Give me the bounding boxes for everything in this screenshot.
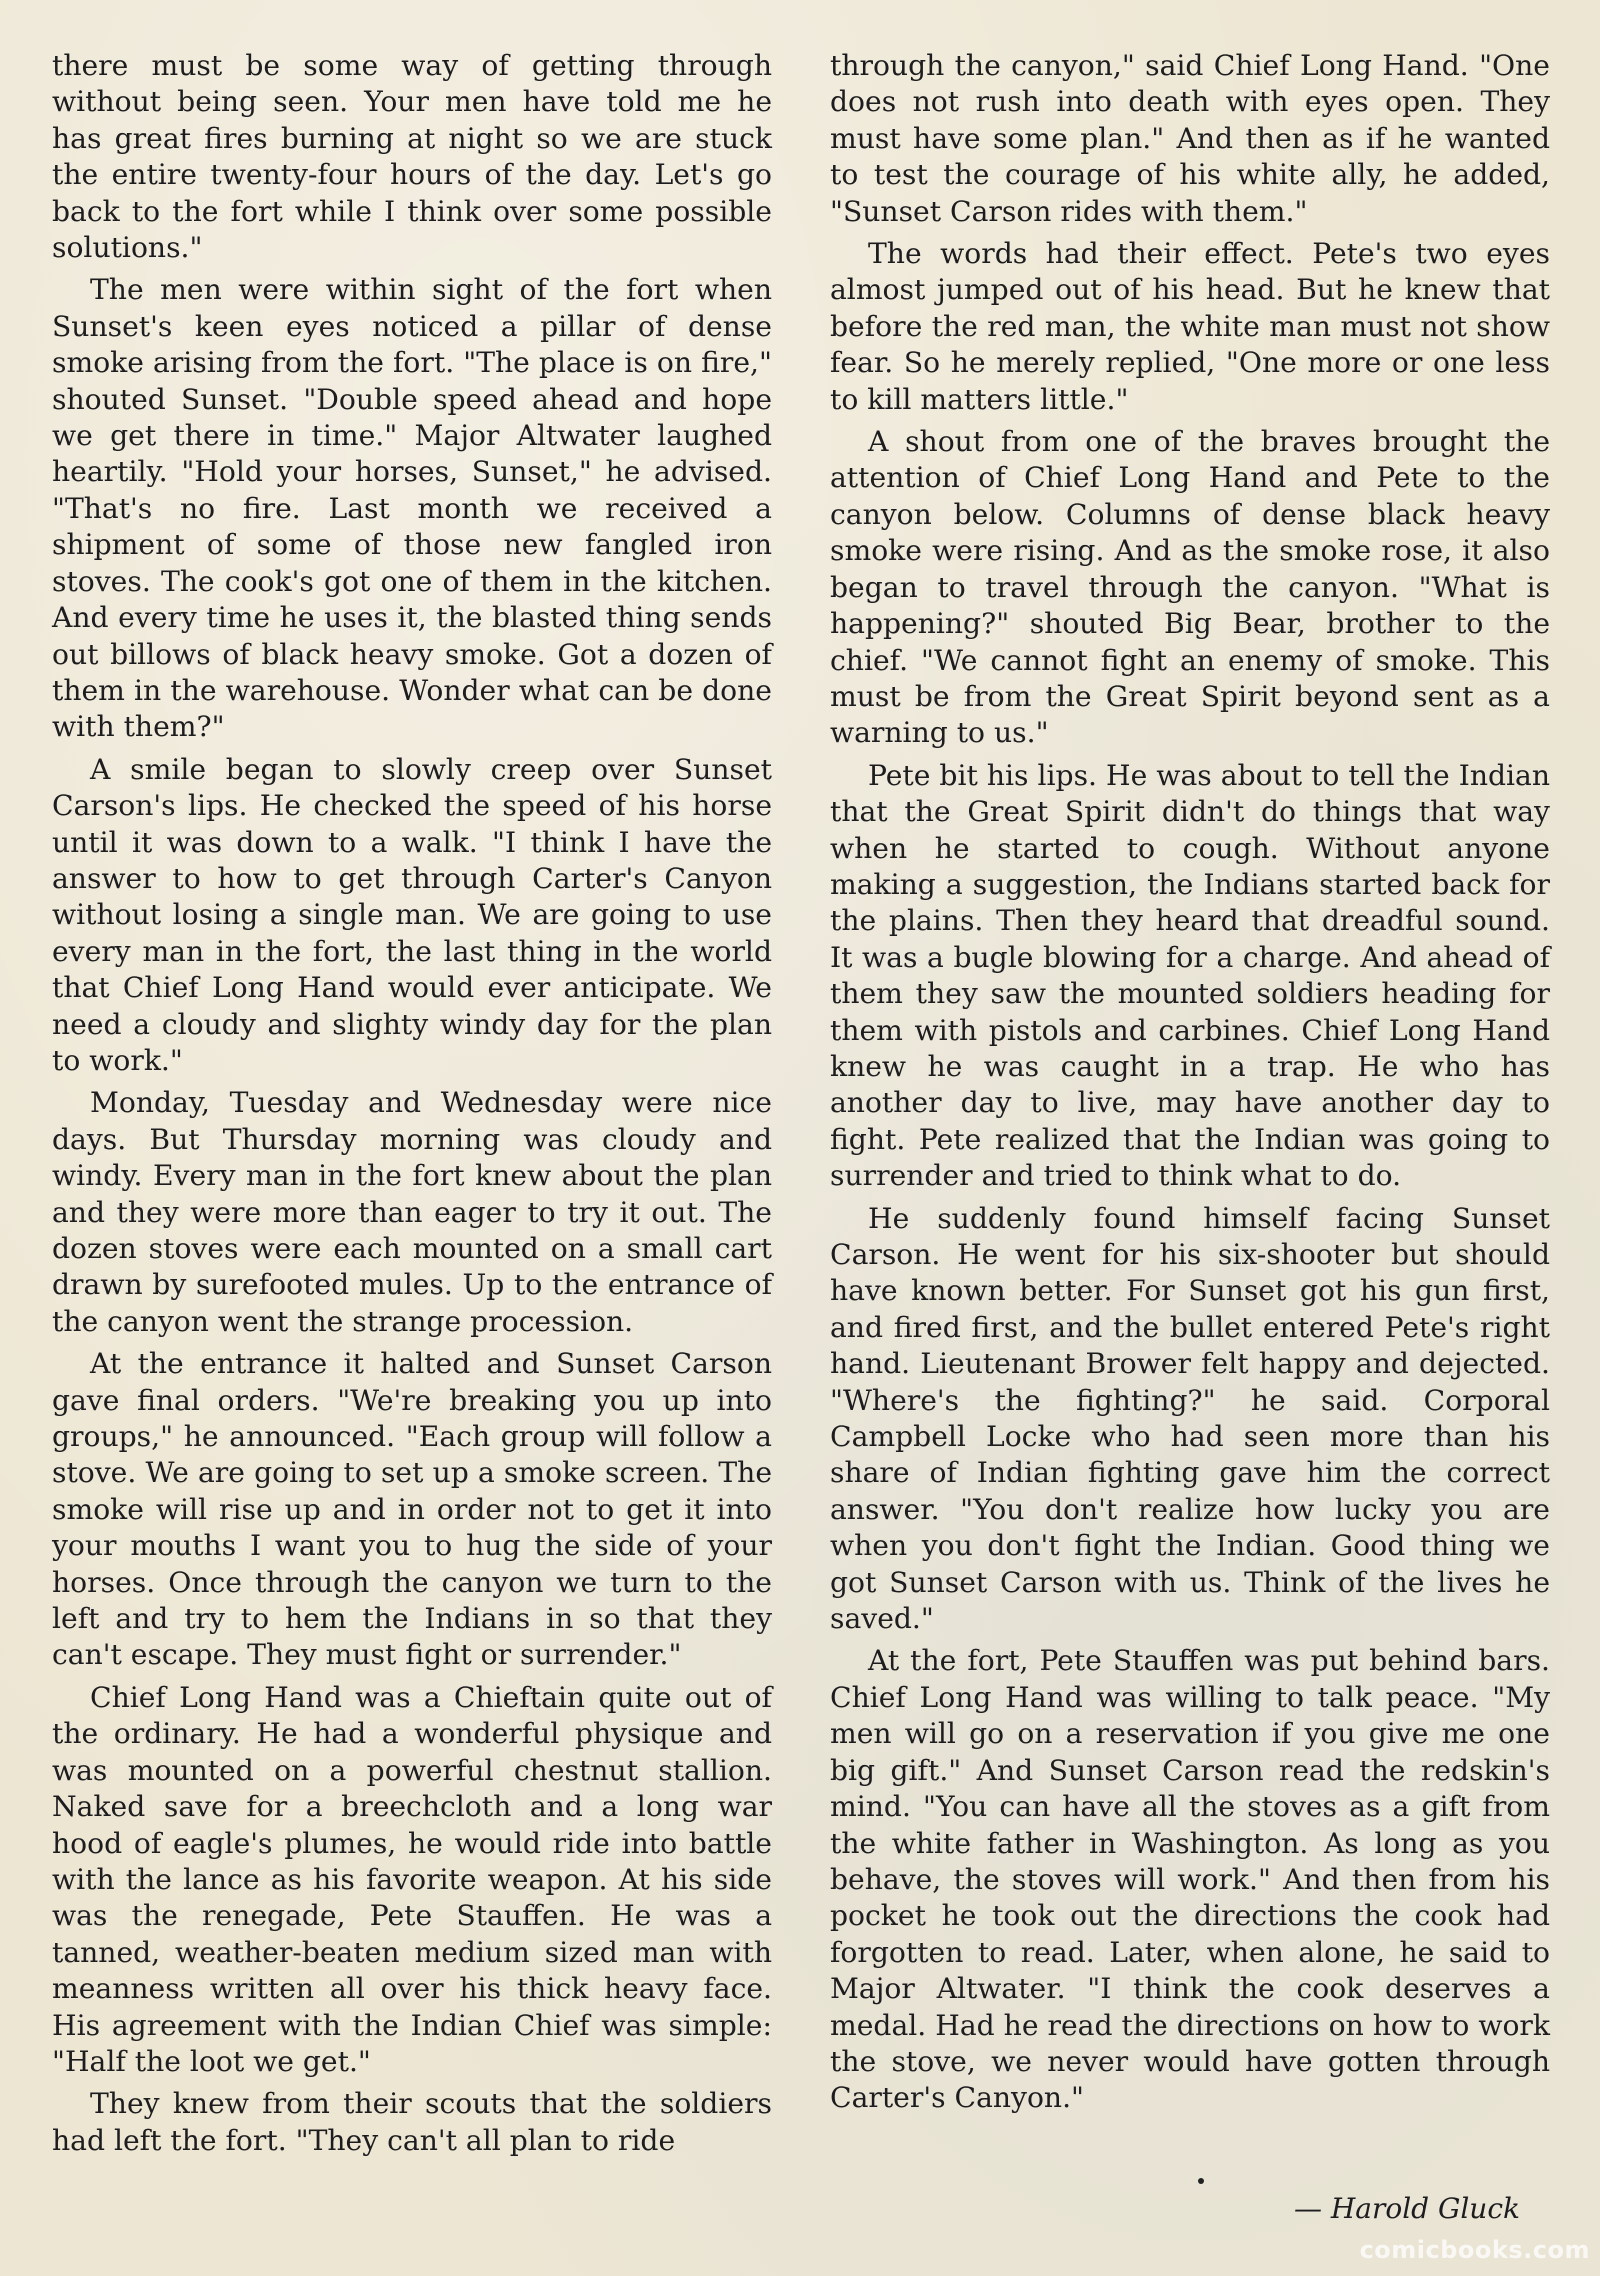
paragraph: Monday, Tuesday and Wednesday were nice days. But Thursday morning was cloudy and windy. Every man in the fort knew about the plan and they were more than eager to try it out. The dozen stoves were each mounted on a small cart drawn by surefooted mules. Up to the entrance of the canyon went the strange procession. xyxy=(52,1086,772,1338)
paragraph: At the fort, Pete Stauffen was put behind bars. Chief Long Hand was willing to talk peace. "My men will go on a reservation if you give me one big gift." And Sunset Carson read the redskin's mind. "You can have all the stoves as a gift from the white father in Washington. As long as you behave, the stoves will work." And then from his pocket he took out the directions the cook had forgotten to read. Later, when alone, he said to Major Altwater. "I think the cook deserves a medal. Had he read the directions on how to work the stove, we never would have gotten through Carter's Canyon." xyxy=(830,1644,1550,2115)
author-signature: — Harold Gluck xyxy=(1293,2192,1520,2225)
paragraph: At the entrance it halted and Sunset Carson gave final orders. "We're breaking you up into groups," he announced. "Each group will follow a stove. We are going to set up a smoke screen. The smoke will rise up and in order not to get it into your mouths I want you to hug the side of your horses. Once through the canyon we turn to the left and try to hem the Indians in so that they can't escape. They must fight or surrender." xyxy=(52,1347,772,1672)
watermark: comicbooks.com xyxy=(1359,2236,1590,2264)
paragraph: through the canyon," said Chief Long Hand. "One does not rush into death with eyes open. They must have some plan." And then as if he wanted to test the courage of his white ally, he added, "Sunset Carson rides with them." xyxy=(830,49,1550,228)
paragraph: The words had their effect. Pete's two eyes almost jumped out of his head. But he knew that before the red man, the white man must not show fear. So he merely replied, "One more or one less to kill matters little." xyxy=(830,237,1550,416)
end-bullet xyxy=(1198,2178,1204,2184)
paragraph: Pete bit his lips. He was about to tell the Indian that the Great Spirit didn't do things that way when he started to cough. Without anyone making a suggestion, the Indians started back for the plains. Then they heard that dreadful sound. It was a bugle blowing for a charge. And ahead of them they saw the mounted soldiers heading for them with pistols and carbines. Chief Long Hand knew he was caught in a trap. He who has another day to live, may have another day to fight. Pete realized that the Indian was going to surrender and tried to think what to do. xyxy=(830,758,1550,1193)
paragraph: there must be some way of getting through without being seen. Your men have told me he has great fires burning at night so we are stuck the entire twenty-four hours of the day. Let's go back to the fort while I think over some possible solutions." xyxy=(52,49,772,265)
paragraph: A shout from one of the braves brought the attention of Chief Long Hand and Pete to the canyon below. Columns of dense black heavy smoke were rising. And as the smoke rose, it also began to travel through the canyon. "What is happening?" shouted Big Bear, brother to the chief. "We cannot fight an enemy of smoke. This must be from the Great Spirit beyond sent as a warning to us." xyxy=(830,425,1550,750)
paragraph: Chief Long Hand was a Chieftain quite out of the ordinary. He had a wonderful physique and was mounted on a powerful chestnut stallion. Naked save for a breechcloth and a long war hood of eagle's plumes, he would ride into battle with the lance as his favorite weapon. At his side was the renegade, Pete Stauffen. He was a tanned, weather-beaten medium sized man with meanness written all over his thick heavy face. His agreement with the Indian Chief was simple: "Half the loot we get." xyxy=(52,1680,772,2078)
paragraph: A smile began to slowly creep over Sunset Carson's lips. He checked the speed of his horse until it was down to a walk. "I think I have the answer to how to get through Carter's Canyon without losing a single man. We are going to use every man in the fort, the last thing in the world that Chief Long Hand would ever anticipate. We need a cloudy and slighty windy day for the plan to work." xyxy=(52,752,772,1077)
paragraph: He suddenly found himself facing Sunset Carson. He went for his six-shooter but should have known better. For Sunset got his gun first, and fired first, and the bullet entered Pete's right hand. Lieutenant Brower felt happy and dejected. "Where's the fighting?" he said. Corporal Campbell Locke who had seen more than his share of Indian fighting gave him the correct answer. "You don't realize how lucky you are when you don't fight the Indian. Good thing we got Sunset Carson with us. Think of the lives he saved." xyxy=(830,1201,1550,1636)
right-text-column xyxy=(830,48,1550,2123)
paragraph: They knew from their scouts that the soldiers had left the fort. "They can't all plan to ride xyxy=(52,2087,772,2157)
left-text-column xyxy=(52,48,772,2165)
paragraph: The men were within sight of the fort when Sunset's keen eyes noticed a pillar of dense smoke arising from the fort. "The place is on fire," shouted Sunset. "Double speed ahead and hope we get there in time." Major Altwater laughed heartily. "Hold your horses, Sunset," he advised. "That's no fire. Last month we received a shipment of some of those new fangled iron stoves. The cook's got one of them in the kitchen. And every time he uses it, the blasted thing sends out billows of black heavy smoke. Got a dozen of them in the warehouse. Wonder what can be done with them?" xyxy=(52,273,772,744)
